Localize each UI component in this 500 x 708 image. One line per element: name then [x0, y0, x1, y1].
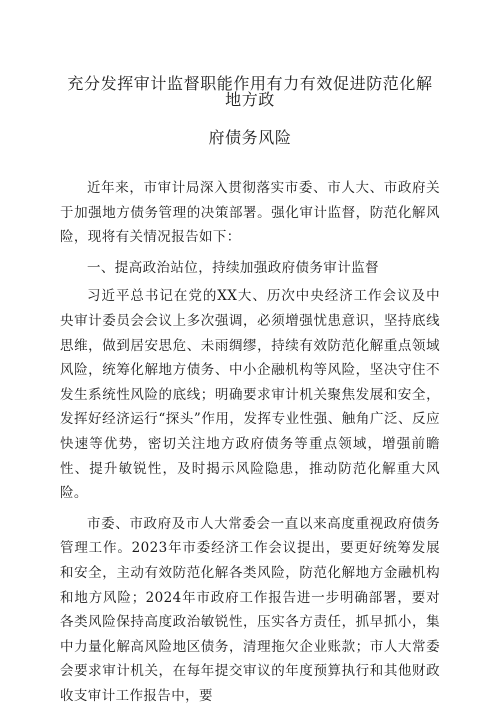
body-paragraph: 市委、市政府及市人大常委会一直以来高度重视政府债务管理工作。2023年市委经济工作会议提出，要更好统筹发展和安全，主动有效防范化解各类风险，防范化解地方金融机构和地方风险；2024年市政府工作报告进一步明确部署，要对各类风险保持高度政治敏锐性，压实各方责任，抓早抓小，集中力量化解高风险地区债务，清理拖欠企业账款；市人大常委会要求审计机关，在每年提交审议的年度预算执行和其他财政收支审计工作报告中，要 [60, 515, 440, 704]
title-line-1: 充分发挥审计监督职能作用有力有效促进防范化解地方政 [67, 74, 433, 109]
title-line-2: 府债务风险 [208, 128, 292, 147]
document-title [60, 76, 440, 146]
intro-paragraph: 近年来，市审计局深入贯彻落实市委、市人大、市政府关于加强地方债务管理的决策部署。强化审计监督，防范化解风险，现将有关情况报告如下： [60, 180, 440, 246]
body-paragraph: 习近平总书记在党的XX大、历次中央经济工作会议及中央审计委员会会议上多次强调，必须增强忧患意识，坚持底线思维，做到居安思危、未雨绸缪，持续有效防范化解重点领域风险，统筹化解地方债务、中小企融机构等风险，坚决守住不发生系统性风险的底线；明确要求审计机关聚焦发展和安全，发挥好经济运行“探头”作用，发挥专业性强、触角广泛、反应快速等优势，密切关注地方政府债务等重点领域，增强前瞻性、提升敏锐性，及时揭示风险隐患，推动防范化解重大风险。 [60, 288, 440, 502]
document-body [60, 176, 440, 708]
section-heading-1: 一、提高政治站位，持续加强政府债务审计监督 [87, 259, 379, 276]
